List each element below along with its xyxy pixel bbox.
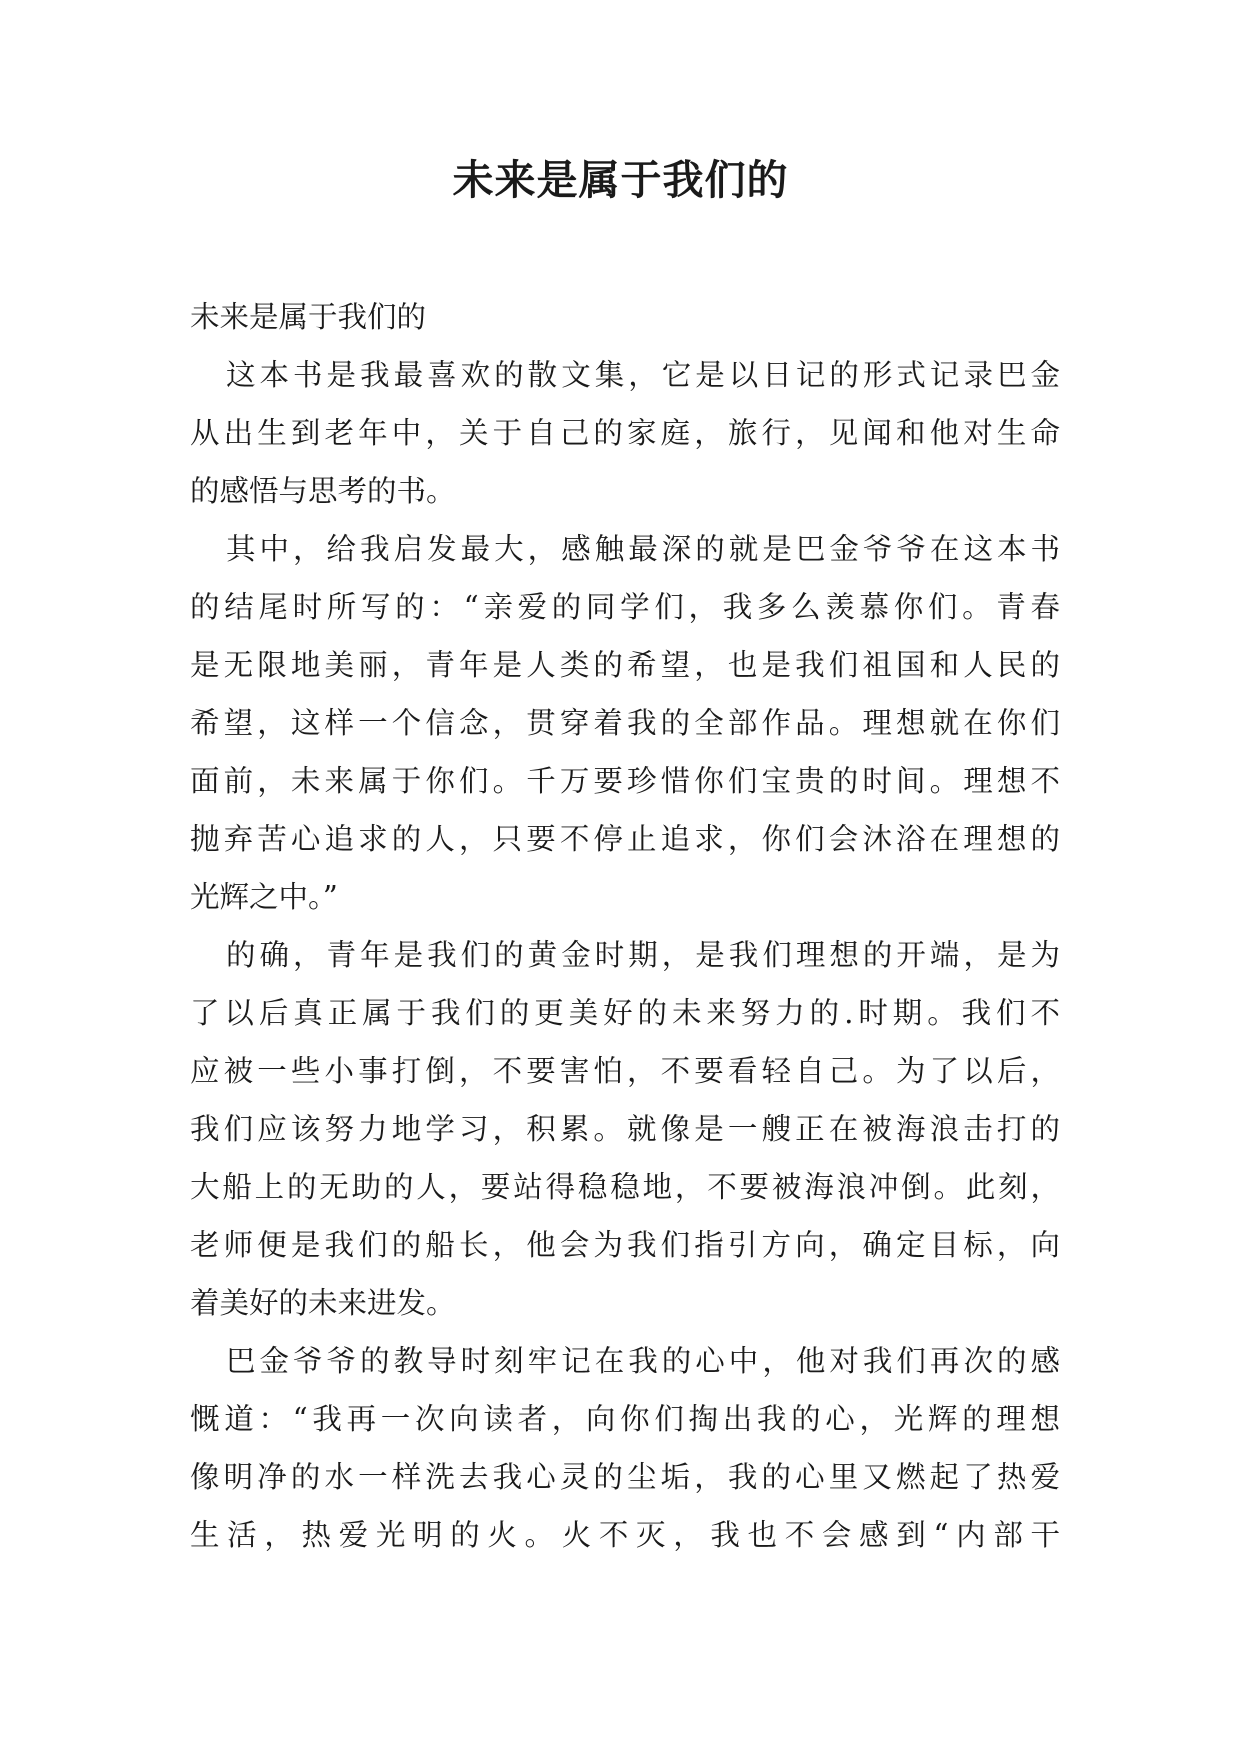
body-line: 的确，青年是我们的黄金时期，是我们理想的开端，是为 bbox=[226, 938, 1060, 972]
body-line: 大船上的无助的人，要站得稳稳地，不要被海浪冲倒。此刻， bbox=[190, 1170, 1060, 1204]
body-line: 老师便是我们的船长，他会为我们指引方向，确定目标，向 bbox=[190, 1228, 1060, 1262]
body-line: 像明净的水一样洗去我心灵的尘垢，我的心里又燃起了热爱 bbox=[190, 1460, 1060, 1494]
body-line: 应被一些小事打倒，不要害怕，不要看轻自己。为了以后， bbox=[190, 1054, 1060, 1088]
body-line: 的结尾时所写的：“亲爱的同学们，我多么羡慕你们。青春 bbox=[190, 590, 1060, 624]
document-body bbox=[190, 288, 1060, 1564]
body-line: 希望，这样一个信念，贯穿着我的全部作品。理想就在你们 bbox=[190, 706, 1060, 740]
body-line: 慨道：“我再一次向读者，向你们掏出我的心，光辉的理想 bbox=[190, 1402, 1060, 1436]
body-line: 抛弃苦心追求的人，只要不停止追求，你们会沐浴在理想的 bbox=[190, 822, 1060, 856]
body-line: 了以后真正属于我们的更美好的未来努力的.时期。我们不 bbox=[190, 996, 1060, 1030]
document-title: 未来是属于我们的 bbox=[452, 156, 789, 204]
body-line: 这本书是我最喜欢的散文集，它是以日记的形式记录巴金 bbox=[226, 358, 1060, 392]
body-line: 是无限地美丽，青年是人类的希望，也是我们祖国和人民的 bbox=[190, 648, 1060, 682]
body-line: 从出生到老年中，关于自己的家庭，旅行，见闻和他对生命 bbox=[190, 416, 1060, 450]
body-line: 的感悟与思考的书。 bbox=[190, 474, 456, 508]
body-line: 着美好的未来进发。 bbox=[190, 1286, 456, 1320]
body-line: 光辉之中。” bbox=[190, 880, 338, 914]
body-line: 生活，热爱光明的火。火不灭，我也不会感到“内部干 bbox=[190, 1518, 1060, 1552]
body-line: 我们应该努力地学习，积累。就像是一艘正在被海浪击打的 bbox=[190, 1112, 1060, 1146]
body-line-subtitle: 未来是属于我们的 bbox=[190, 300, 427, 334]
body-line: 其中，给我启发最大，感触最深的就是巴金爷爷在这本书 bbox=[226, 532, 1060, 566]
body-line: 巴金爷爷的教导时刻牢记在我的心中，他对我们再次的感 bbox=[226, 1344, 1060, 1378]
body-line: 面前，未来属于你们。千万要珍惜你们宝贵的时间。理想不 bbox=[190, 764, 1060, 798]
